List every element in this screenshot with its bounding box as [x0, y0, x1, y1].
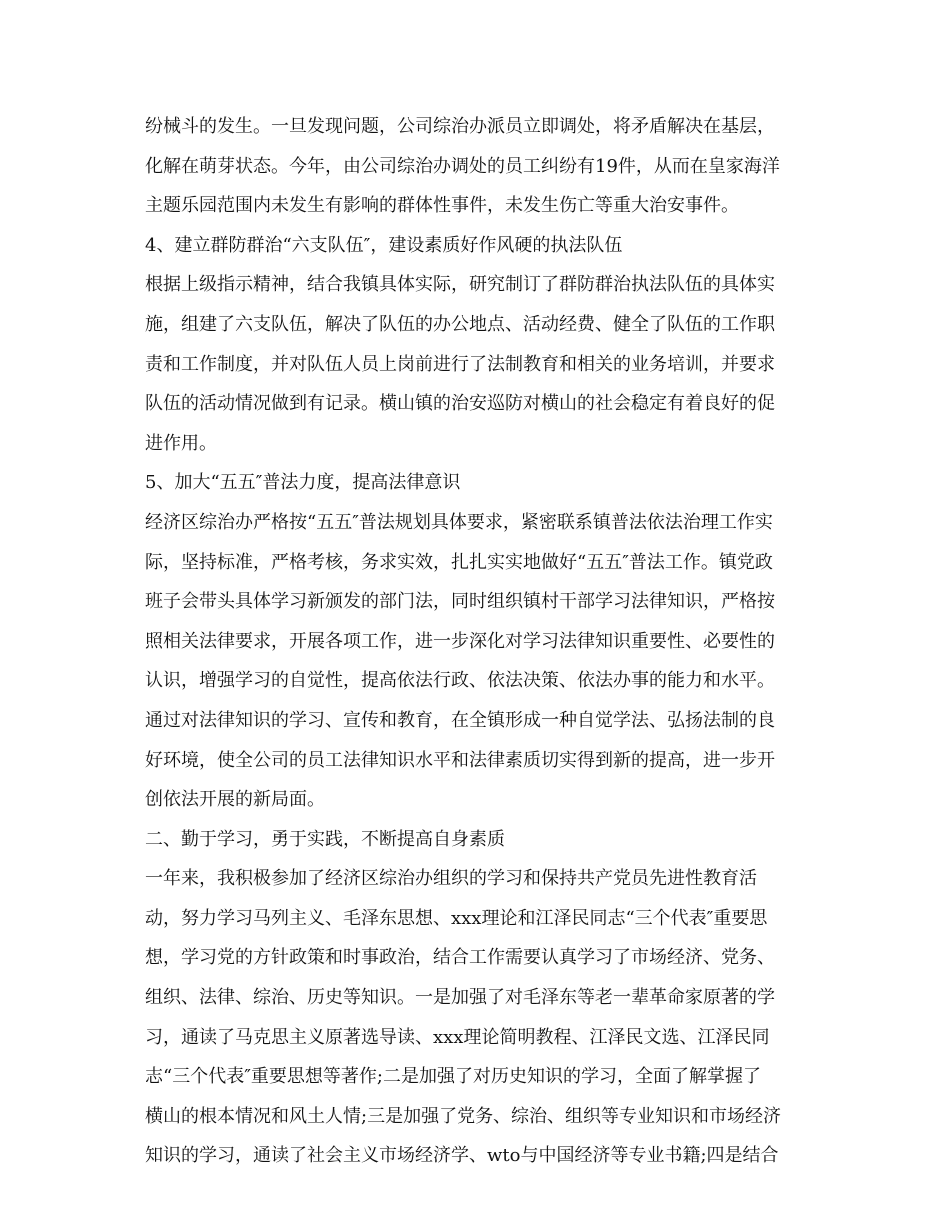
text-line: 照相关法律要求，开展各项工作，进一步深化对学习法律知识重要性、必要性的 — [145, 630, 775, 652]
section-heading: 5、加大“五五″普法力度，提高法律意识 — [145, 472, 461, 494]
text-line: 化解在萌芽状态。今年，由公司综治办调处的员工纠纷有19件，从而在皇家海洋 — [145, 155, 780, 177]
text-line: 创依法开展的新局面。 — [145, 789, 325, 811]
text-line: 横山的根本情况和风土人情;三是加强了党务、综治、组织等专业知识和市场经济 — [145, 1105, 782, 1127]
text-line: 动，努力学习马列主义、毛泽东思想、xxx理论和江泽民同志“三个代表″重要思 — [145, 907, 768, 929]
text-line: 班子会带头具体学习新颁发的部门法，同时组织镇村干部学习法律知识，严格按 — [145, 591, 775, 613]
text-line: 队伍的活动情况做到有记录。横山镇的治安巡防对横山的社会稳定有着良好的促 — [145, 393, 775, 415]
text-line: 志“三个代表″重要思想等著作;二是加强了对历史知识的学习，全面了解掌握了 — [145, 1066, 761, 1088]
text-line: 纷械斗的发生。一旦发现问题，公司综治办派员立即调处，将矛盾解决在基层， — [145, 116, 775, 137]
text-line: 想，学习党的方针政策和时事政治，结合工作需要认真学习了市场经济、党务、 — [145, 947, 775, 969]
document-body — [145, 107, 815, 1176]
text-line: 组织、法律、综治、历史等知识。一是加强了对毛泽东等老一辈革命家原著的学 — [145, 987, 775, 1009]
text-line: 根据上级指示精神，结合我镇具体实际，研究制订了群防群治执法队伍的具体实 — [145, 274, 775, 296]
text-line: 通过对法律知识的学习、宣传和教育，在全镇形成一种自觉学法、弘扬法制的良 — [145, 709, 775, 731]
text-line: 责和工作制度，并对队伍人员上岗前进行了法制教育和相关的业务培训，并要求 — [145, 353, 775, 375]
text-line: 主题乐园范围内未发生有影响的群体性事件，未发生伤亡等重大治安事件。 — [145, 195, 739, 217]
text-line: 际，坚持标准，严格考核，务求实效，扎扎实实地做好“五五″普法工作。镇党政 — [145, 551, 773, 573]
text-line: 施，组建了六支队伍，解决了队伍的办公地点、活动经费、健全了队伍的工作职 — [145, 313, 775, 335]
section-heading: 二、勤于学习，勇于实践，不断提高自身素质 — [145, 828, 505, 850]
text-line: 进作用。 — [145, 432, 217, 454]
text-line: 一年来，我积极参加了经济区综治办组织的学习和保持共产党员先进性教育活 — [145, 868, 757, 890]
text-line: 知识的学习，通读了社会主义市场经济学、wto与中国经济等专业书籍;四是结合 — [145, 1145, 779, 1167]
text-line: 习，通读了马克思主义原著选导读、xxx理论简明教程、江泽民文选、江泽民同 — [145, 1026, 770, 1048]
section-heading: 4、建立群防群治“六支队伍″，建设素质好作风硬的执法队伍 — [145, 234, 623, 256]
text-line: 经济区综治办严格按“五五″普法规划具体要求，紧密联系镇普法依法治理工作实 — [145, 511, 773, 533]
text-line: 好环境，使全公司的员工法律知识水平和法律素质切实得到新的提高，进一步开 — [145, 749, 775, 771]
text-line: 认识，增强学习的自觉性，提高依法行政、依法决策、依法办事的能力和水平。 — [145, 670, 775, 692]
